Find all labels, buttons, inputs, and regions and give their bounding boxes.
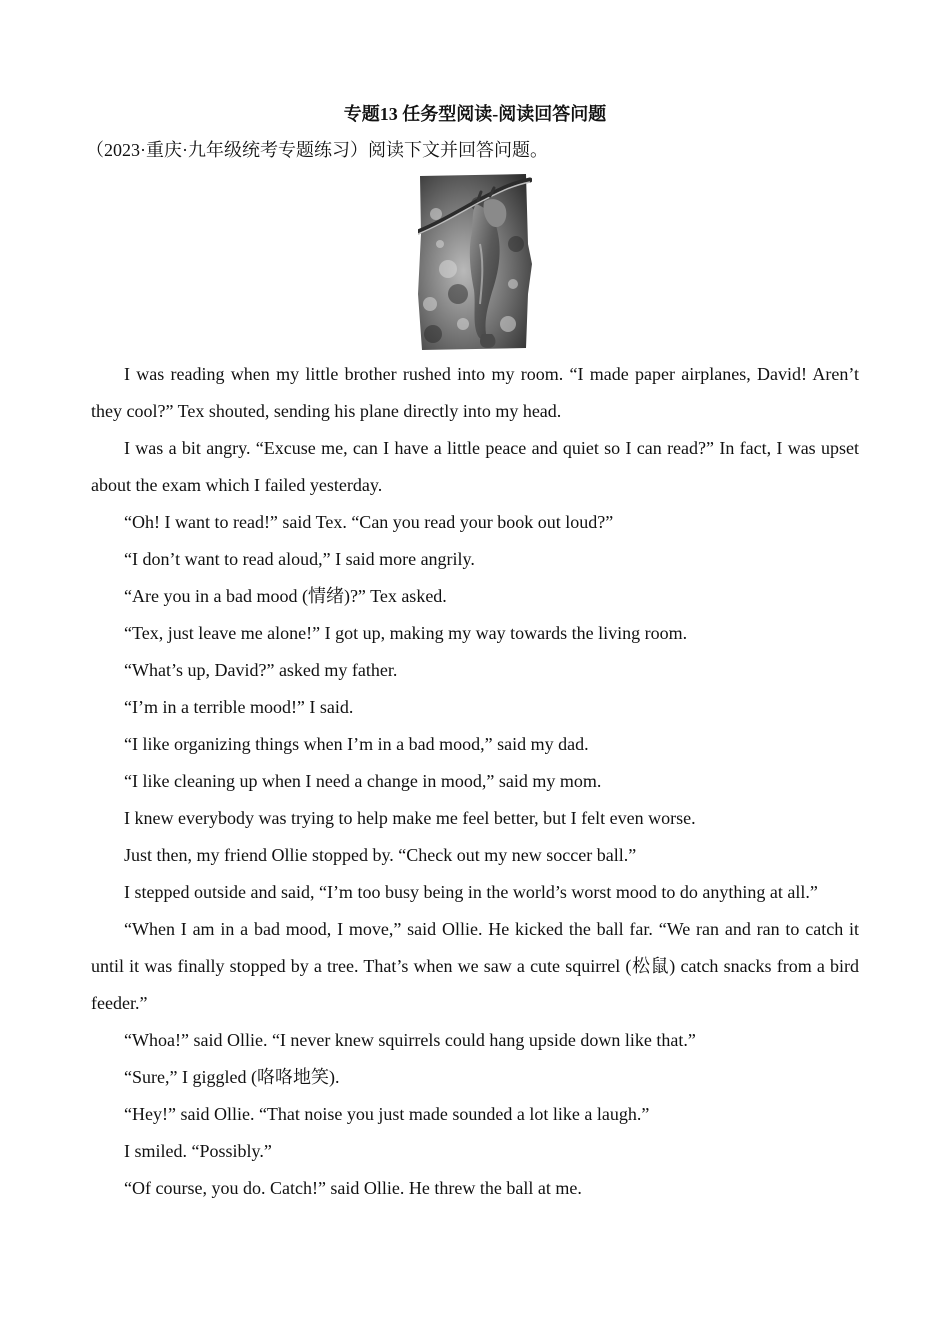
article-paragraph: “I like cleaning up when I need a change in mood,” said my mom. xyxy=(124,771,602,791)
article-paragraph: “Oh! I want to read!” said Tex. “Can you read your book out loud?” xyxy=(124,512,614,532)
article-paragraph: “Sure,” I giggled (咯咯地笑). xyxy=(124,1067,340,1087)
document-page xyxy=(86,100,859,1207)
article-paragraph: “I’m in a terrible mood!” I said. xyxy=(124,697,354,717)
article-paragraph: “Are you in a bad mood (情绪)?” Tex asked. xyxy=(124,586,447,606)
source-line: （2023·重庆·九年级统考专题练习）阅读下文并回答问题。 xyxy=(86,140,548,160)
page-title: 专题13 任务型阅读-阅读回答问题 xyxy=(343,104,607,124)
article-paragraph: I was a bit angry. “Excuse me, can I have a little peace and quiet so I can read?” In fact, I was upset about the exam which I failed yesterday. xyxy=(91,438,859,495)
article-paragraph: “What’s up, David?” asked my father. xyxy=(124,660,398,680)
article-paragraph: Just then, my friend Ollie stopped by. “Check out my new soccer ball.” xyxy=(124,845,637,865)
article-paragraph: “I like organizing things when I’m in a bad mood,” said my dad. xyxy=(124,734,589,754)
article-body xyxy=(91,356,859,1207)
squirrel-photo-icon xyxy=(418,174,532,350)
article-paragraph: “Whoa!” said Ollie. “I never knew squirrels could hang upside down like that.” xyxy=(124,1030,696,1050)
article-paragraph: I smiled. “Possibly.” xyxy=(124,1141,272,1161)
article-paragraph: I stepped outside and said, “I’m too busy being in the world’s worst mood to do anything at all.” xyxy=(124,882,818,902)
article-paragraph: I knew everybody was trying to help make me feel better, but I felt even worse. xyxy=(124,808,696,828)
article-paragraph: I was reading when my little brother rushed into my room. “I made paper airplanes, David! Aren’t they cool?” Tex shouted, sending his plane directly into my head. xyxy=(91,364,859,421)
article-paragraph: “Of course, you do. Catch!” said Ollie. He threw the ball at me. xyxy=(124,1178,582,1198)
article-paragraph: “When I am in a bad mood, I move,” said Ollie. He kicked the ball far. “We ran and ran to catch it until it was finally stopped by a tree. That’s when we saw a cute squirrel (松鼠) catch snacks from a bird feeder.” xyxy=(91,919,859,1013)
article-paragraph: “I don’t want to read aloud,” I said more angrily. xyxy=(124,549,475,569)
article-paragraph: “Tex, just leave me alone!” I got up, making my way towards the living room. xyxy=(124,623,688,643)
article-paragraph: “Hey!” said Ollie. “That noise you just made sounded a lot like a laugh.” xyxy=(124,1104,650,1124)
